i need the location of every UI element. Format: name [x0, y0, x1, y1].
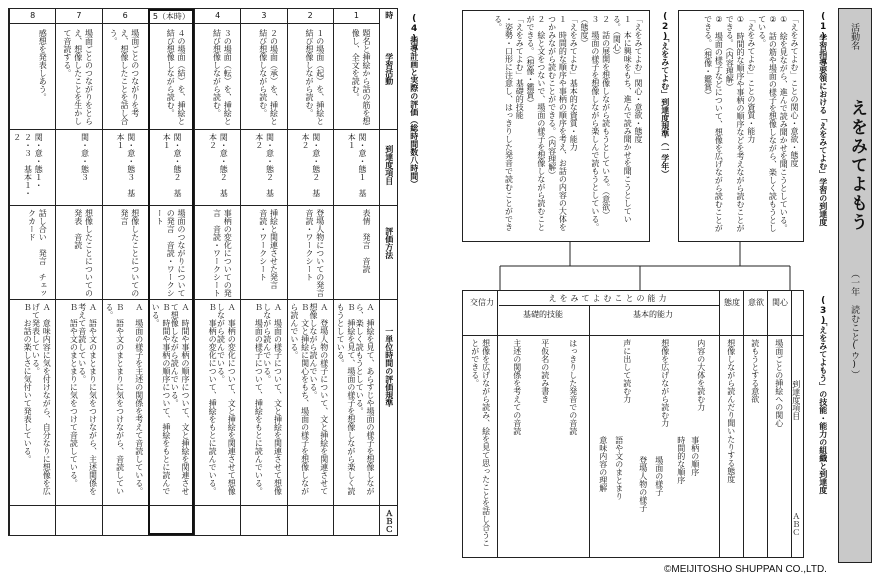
- section2-item: ２ 絵と文をつないで、場面の様子を想像しながら読むことができる。（想像・鑑賞）: [526, 15, 546, 231]
- section3-subitem: 意味内容の理解: [598, 436, 608, 492]
- plan-column: [240, 9, 286, 535]
- plan-activity: 場面ごとのつながりを考え、想像したことを話し合う。: [109, 29, 140, 125]
- section3-cell-will: 読もうとする意欲: [750, 339, 760, 403]
- section4-label-rubric: 一単位時間の評価規準: [384, 327, 394, 407]
- plan-rubric-a: Ａ 事柄の変化について、文と挿絵を関連させて想像しながら読んでいる。: [216, 303, 237, 495]
- section3-cell-subject-predicate: 主述の関係を考えての音読: [512, 339, 522, 435]
- plan-method: 挿絵と関連させた発言 音読・ワークシート: [258, 209, 279, 297]
- section1-item: ① 絵を見ながら、進んで読み聞かせを聞こうとしている。: [779, 15, 789, 232]
- section3-subitem: 登場人物の様子: [638, 456, 648, 512]
- plan-target: 関・意・態２ 基本１: [162, 133, 182, 197]
- plan-rubric-b: Ｂ 語や文のまとまりに気をつけて音読している。: [69, 303, 79, 487]
- plan-target: 関・意・態２ 基本２: [300, 133, 321, 197]
- plan-column: [9, 9, 55, 535]
- plan-period: 1: [353, 11, 359, 20]
- section4-number: (4): [409, 14, 420, 44]
- section3-number: (3): [818, 296, 829, 326]
- plan-period: 6: [122, 11, 128, 20]
- section2-item: ３ 場面の様子を想像しながら楽しんで読もうとしている。（態度）: [580, 15, 600, 231]
- activity-category-label: 活動名: [849, 23, 860, 50]
- plan-rubric-b: Ｂ 場面の様子について、挿絵をもとに読んでいる。: [254, 303, 264, 495]
- plan-rubric-a: Ａ 場面の様子を主述の関係を考えて音読している。: [134, 303, 144, 495]
- plan-activity: 題名と挿絵から話の筋を想像し、全文を読む。: [351, 29, 371, 125]
- plan-activity: ２の場面（承）を、挿絵と結び想像しながら読む。: [258, 29, 279, 125]
- plan-target: 関・意・態１ 基本１: [347, 133, 367, 197]
- plan-target: 関・意・態２ 基本２: [208, 133, 229, 197]
- plan-method: 登場人物についての発言 音読・ワークシート: [304, 209, 325, 305]
- section3-subitem: 語や文のまとまり: [614, 436, 624, 500]
- plan-period: 7: [76, 11, 82, 20]
- section3-abc: ＡＢＣ: [791, 512, 801, 536]
- section1-text: [702, 15, 799, 237]
- plan-period: 8: [30, 11, 36, 20]
- section1-item: ② 場面の様子などについて、想像を広げながら読むことができる。（想像・鑑賞）: [703, 15, 724, 232]
- plan-rubric-a: Ａ 意味内容に気を付けながら、自分なりに想像を広げて発表している。: [31, 303, 52, 495]
- plan-column: [287, 9, 333, 535]
- copyright: ©MEIJITOSHO SHUPPAN CO.,LTD.: [664, 564, 827, 575]
- section2-item: ・姿勢・口形に注意し、はっきりした発音で読むことができる。: [493, 15, 514, 231]
- plan-period: 4: [215, 11, 221, 20]
- plan-activity: １の場面（起）を、挿絵と結び想像しながら読む。: [304, 29, 325, 125]
- section1-number: (1): [818, 12, 829, 42]
- plan-rubric-a: Ａ 場面の様子について、文と挿絵を関連させて想像しながら読んでいる。: [262, 303, 283, 495]
- plan-column: [333, 9, 379, 535]
- section3-subitem: 事柄の順序: [690, 436, 700, 476]
- section3-sub-comm: 交信力: [470, 298, 494, 307]
- section2-item: １ 時間的な順序や事柄の順序を考え、お話の内容の大体をつかみながら読むことができる。（内容理解）: [547, 15, 568, 231]
- section2-item: 「えをみてよむ」基本的な資質・能力: [569, 15, 579, 151]
- plan-column: [55, 9, 101, 535]
- plan-method: 表情 発言 音読: [362, 209, 371, 273]
- plan-rubric-b: Ｂ 挿絵を見て、場面の様子を想像しながら楽しく読もうとしている。: [336, 303, 356, 495]
- section3-cell-communication: 想像を広げながら読み、絵を見て思ったことを話し合うことができる。: [470, 339, 491, 547]
- section3-subitem: 時間的な順序: [676, 436, 686, 484]
- plan-rubric-b: Ｂ 事柄の変化について、挿絵をもとに読んでいる。: [208, 303, 218, 495]
- section2-item: １ 本に興味をもち、進んで読み聞かせを聞こうとしている。（関心）: [612, 15, 633, 223]
- plan-activity: 場面ごとのつながりをとらえ、想像したことを生かして音読する。: [62, 29, 94, 125]
- plan-rubric-b: Ｂ 時間や事柄の順序について、挿絵をもとに読んでいる。: [151, 303, 171, 495]
- plan-rubric-a: Ａ 挿絵を見て、あらすじや場面の様子を想像しながら、楽しく読もうとしている。: [355, 303, 375, 495]
- section3-cell-hiragana: 平仮名の読み書き: [540, 339, 550, 403]
- section3-sub-basic-ability: 基本的能力: [633, 310, 673, 319]
- activity-title-strip: [838, 8, 872, 563]
- section3-cell-attitude: 想像しながら読んだり聞いたりする態度: [726, 339, 736, 483]
- section3-table: [462, 290, 804, 558]
- section3-cell-pronunciation: はっきりした発音での音読: [568, 339, 578, 435]
- section3-cell-read-aloud: 声に出して読む力: [622, 339, 632, 403]
- section3-col-label: 到達度項目: [791, 380, 801, 420]
- plan-rubric-a: Ａ 語や文のまとまりに気をつけながら、主述関係を考えて音読している。: [77, 303, 98, 495]
- section1-item: 「えをみてよむ」ことの資質・能力: [746, 15, 756, 143]
- section4-label-target: 到達度項目: [384, 145, 394, 185]
- section1-item: ② 話の筋や場面の様子を想像しながら、楽しく読もうとしている。: [757, 15, 778, 232]
- section3-subitem: 場面の様子: [654, 456, 664, 496]
- section1-item: ① 時間的な順序や事柄の順序などを考えながら読むことができる。（内容理解）: [725, 15, 746, 232]
- section1-heading: 学習指導要領における「えをみてよむ」学習の到達度: [818, 34, 828, 226]
- activity-title: えをみてよもう: [846, 99, 867, 232]
- section2-heading: 「えをみてよむ」到達度規準（一学年）: [660, 34, 670, 178]
- section3-cell-interest: 場面ごとの挿絵への関心: [774, 339, 784, 427]
- plan-target: 関・意・態１・２・３ 基本１・２: [12, 133, 44, 197]
- section3-group-header: えをみてよむことの能力: [548, 294, 670, 303]
- plan-column: [102, 9, 148, 535]
- section2-item: ２ 話の展開を想像しながら読もうとしている。（意欲）: [601, 15, 611, 219]
- plan-method: 話し合い 発言 チェックカード: [27, 209, 48, 297]
- plan-method: 事柄の変化についての発言 音読・ワークシート: [212, 209, 233, 297]
- section2-item: 「えをみてよむ」関心・意欲・態度: [634, 15, 643, 143]
- plan-activity: 感想を発表しあう。: [38, 29, 48, 101]
- plan-rubric-b: Ｂ 文と挿絵に関心をもち、場面の様子を想像しながら読んでいる。: [289, 303, 310, 495]
- section3-sub-attitude: 態度: [724, 298, 740, 307]
- activity-grade: （一年 読むこと(ウ)）: [849, 269, 860, 379]
- section2-item: 「えをみてよむ」基礎的技能: [515, 15, 525, 119]
- plan-target: 関・意・態２ 基本２: [254, 133, 275, 197]
- section4-heading: 指導計画と実際の評価（総時間数八時間）: [409, 36, 419, 188]
- plan-method: 想像したことについての発表 音読: [73, 209, 94, 297]
- plan-method: 場面のつながりについての発言 音読・ワークシート: [155, 209, 186, 297]
- section2-box: [462, 10, 650, 242]
- section2-text: [492, 15, 643, 237]
- plan-period: 3: [261, 11, 267, 20]
- section4-table: [8, 8, 398, 536]
- section3-sub-interest: 関心: [772, 298, 788, 307]
- plan-rubric-a: Ａ 時間や事柄の順序について、文と挿絵を関連させて想像しながら読んでいる。: [170, 303, 190, 495]
- section2-number: (2): [660, 12, 671, 42]
- section1-item: 「えをみてよむ」ことの関心・意欲・態度: [790, 15, 799, 167]
- plan-column: [194, 9, 240, 535]
- section3-sub-basic-tech: 基礎的技能: [523, 310, 563, 319]
- section3-heading: 「えをみてよもう」の技能・能力の組織と到達度: [818, 318, 828, 494]
- plan-activity: ４の場面（結）を、挿絵と結び想像しながら読む。: [166, 29, 186, 125]
- plan-rubric-b: Ｂ お話の楽しさに気付いて発表している。: [23, 303, 33, 463]
- plan-column: [148, 9, 194, 535]
- section3-cell-content: 内容の大体を読む力: [696, 339, 706, 411]
- plan-period: 5（本時）: [152, 12, 190, 21]
- section4-label-abc: ＡＢＣ: [384, 509, 394, 533]
- plan-activity: ３の場面（転）を、挿絵と結び想像しながら読む。: [212, 29, 233, 125]
- plan-period: 2: [307, 11, 313, 20]
- section3-cell-imagination: 想像を広げながら読む力: [660, 339, 670, 427]
- plan-target: 関・意・態３: [80, 133, 90, 181]
- section3-sub-will: 意欲: [748, 298, 764, 307]
- plan-method: 想像したことについての発言: [119, 209, 140, 297]
- plan-target: 関・意・態３ 基本１: [115, 133, 136, 197]
- section1-box: [678, 10, 804, 242]
- plan-rubric-a: Ａ 登場人物の様子について、文と挿絵を関連させて想像しながら読んでいる。: [308, 303, 329, 495]
- section4-label-method: 評価方法: [384, 227, 394, 259]
- plan-rubric-b: Ｂ 語や文のまとまりに気をつけながら、音読している。: [104, 303, 125, 495]
- section4-label-period: 時: [384, 11, 394, 19]
- section4-label-activity: 学習活動: [384, 53, 394, 85]
